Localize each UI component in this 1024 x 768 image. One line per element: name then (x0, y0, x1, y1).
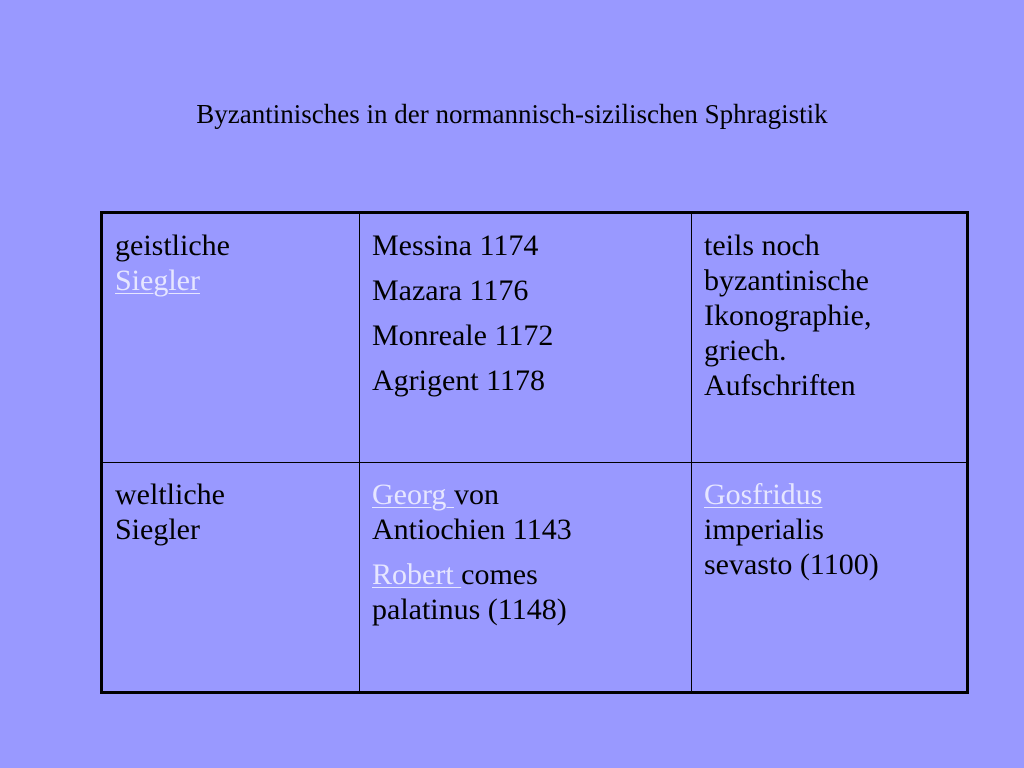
seal-table (100, 211, 969, 694)
cell-text: geistliche (115, 229, 230, 262)
cell-text: comes (461, 558, 538, 591)
georg-link[interactable]: Georg (372, 478, 454, 511)
cell-text: Aufschriften (704, 369, 856, 402)
cell-text: sevasto (1100) (704, 548, 879, 581)
table-cell-persons (360, 463, 692, 693)
cell-text: byzantinische (704, 264, 869, 297)
cell-text: Monreale 1172 (372, 319, 554, 352)
table-row (102, 213, 968, 463)
cell-text: imperialis (704, 513, 824, 546)
cell-text: von (453, 478, 499, 511)
cell-text: teils noch (704, 229, 820, 262)
table-cell-description (692, 213, 968, 463)
cell-text: griech. (704, 334, 787, 367)
cell-text: Mazara 1176 (372, 274, 529, 307)
table-cell-secular-sealers (102, 463, 360, 693)
table-cell-dioceses (360, 213, 692, 463)
table-row (102, 463, 968, 693)
gosfridus-link[interactable]: Gosfridus (704, 478, 823, 511)
table-cell-ecclesiastical-sealers (102, 213, 360, 463)
cell-text: Siegler (115, 513, 200, 546)
cell-text: palatinus (1148) (372, 593, 567, 626)
siegler-link[interactable]: Siegler (115, 264, 200, 297)
cell-text: Antiochien 1143 (372, 513, 572, 546)
cell-text: Messina 1174 (372, 229, 539, 262)
cell-text: Ikonographie, (704, 299, 872, 332)
cell-text: weltliche (115, 478, 225, 511)
cell-text: Agrigent 1178 (372, 364, 546, 397)
robert-link[interactable]: Robert (372, 558, 462, 591)
table-cell-gosfridus (692, 463, 968, 693)
slide-title: Byzantinisches in der normannisch-sizilischen Sphragistik (196, 99, 828, 129)
